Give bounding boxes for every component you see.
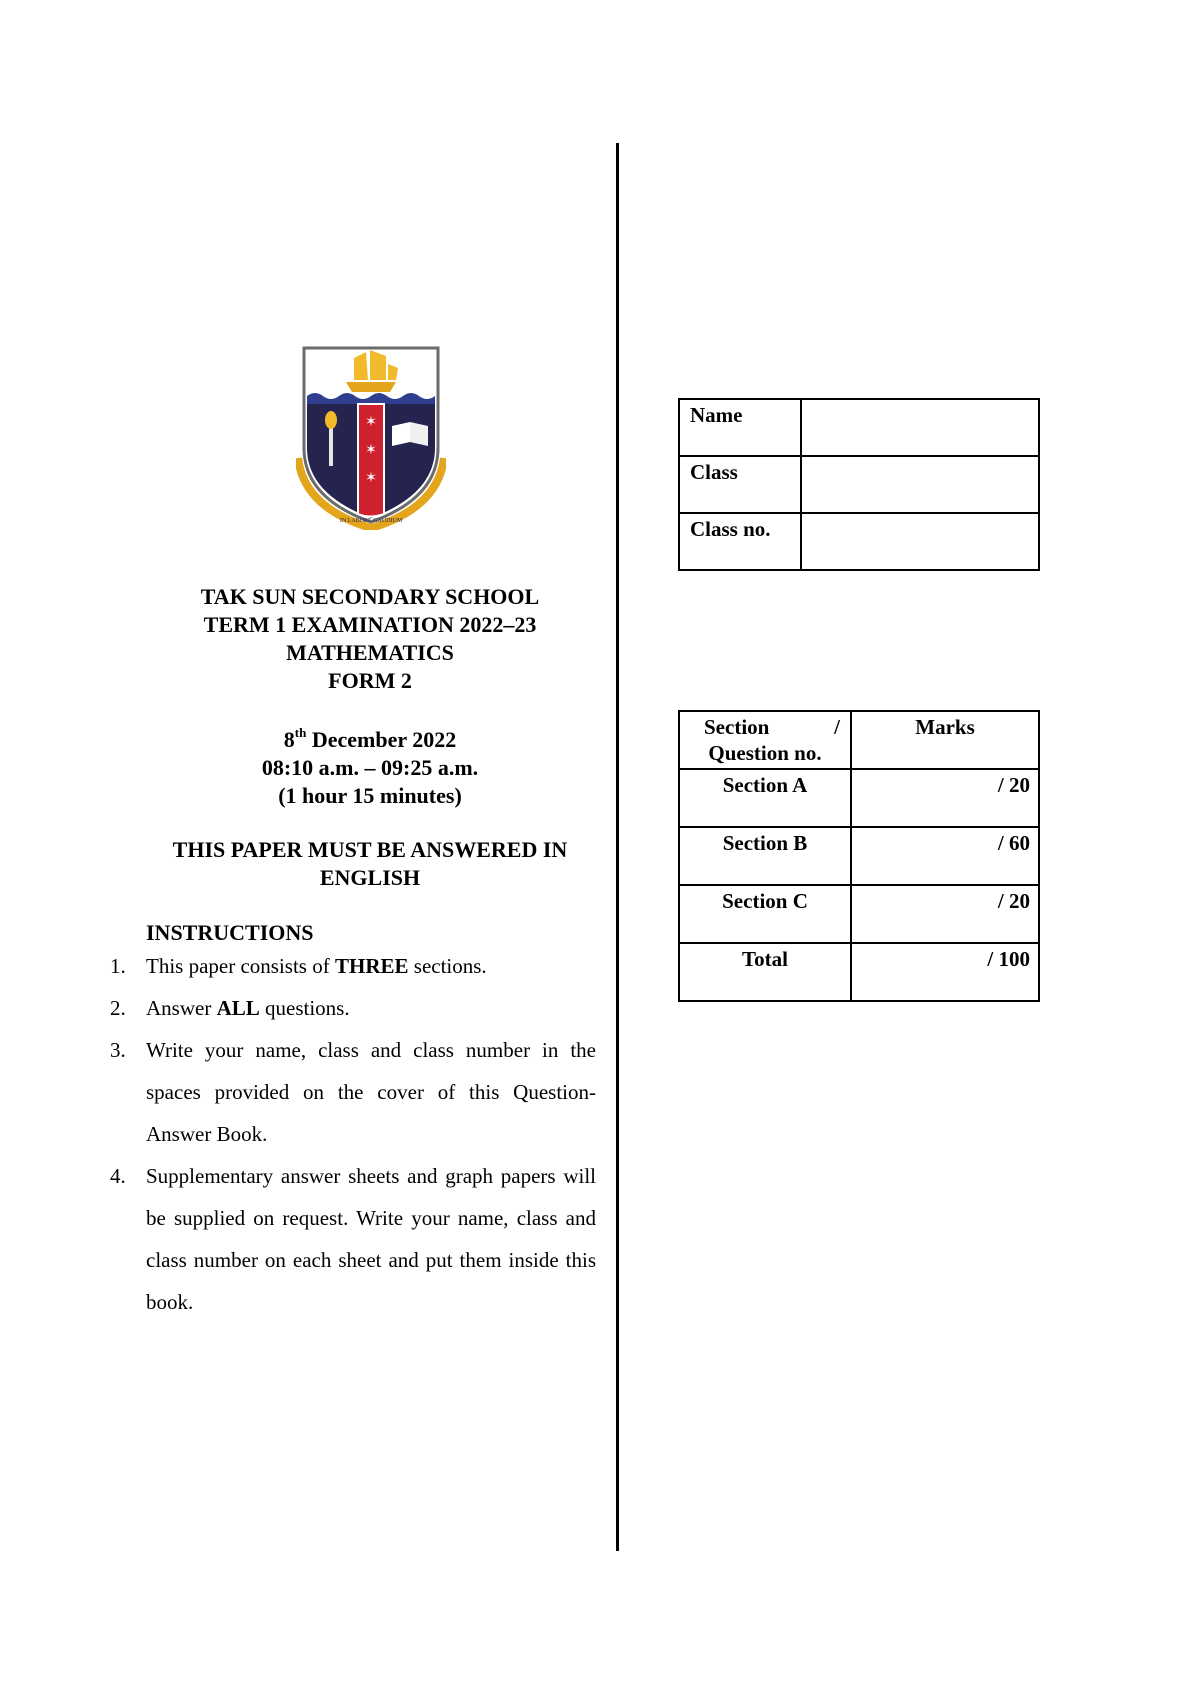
school-crest-logo: [296, 338, 446, 530]
exam-schedule: [130, 726, 610, 810]
instructions-list: [106, 945, 596, 1323]
table-row: [679, 769, 1039, 827]
table-row: [679, 827, 1039, 885]
section-label: Section B: [679, 827, 851, 885]
language-notice: THIS PAPER MUST BE ANSWERED IN ENGLISH: [172, 837, 568, 890]
class-no-label: Class no.: [679, 513, 801, 570]
svg-text:✶: ✶: [365, 414, 377, 430]
table-row: [679, 513, 1039, 570]
subject-name: MATHEMATICS: [286, 640, 454, 665]
section-label: Section C: [679, 885, 851, 943]
name-field[interactable]: [801, 399, 1039, 456]
exam-date: 8th December 2022: [283, 724, 457, 752]
section-label: Section A: [679, 769, 851, 827]
exam-time: 08:10 a.m. – 09:25 a.m.: [261, 755, 479, 780]
exam-duration: (1 hour 15 minutes): [278, 783, 462, 808]
crest-motto: IN LABORE GAUDIUM: [339, 518, 403, 524]
marks-cell[interactable]: / 20: [851, 885, 1039, 943]
marks-column-header: Marks: [851, 711, 1039, 769]
instruction-item: 3. Write your name, class and class number in the spaces provided on the cover of this Question-Answer Book.: [110, 1038, 596, 1146]
total-marks-cell[interactable]: / 100: [851, 943, 1039, 1001]
marks-cell[interactable]: / 20: [851, 769, 1039, 827]
exam-name: TERM 1 EXAMINATION 2022–23: [203, 612, 537, 637]
instructions-heading: INSTRUCTIONS: [146, 920, 314, 945]
total-label: Total: [679, 943, 851, 1001]
form-level: FORM 2: [328, 668, 412, 693]
name-label: Name: [679, 399, 801, 456]
instruction-item: 1. This paper consists of THREE sections.: [110, 954, 487, 978]
instruction-item: 2. Answer ALL questions.: [110, 996, 350, 1020]
instruction-item: 4. Supplementary answer sheets and graph papers will be supplied on request. Write your name, class and class number on each sheet and put them inside this book.: [110, 1164, 596, 1314]
marks-cell[interactable]: / 60: [851, 827, 1039, 885]
marks-table: [678, 710, 1040, 1002]
table-row: [679, 943, 1039, 1001]
table-row: [679, 456, 1039, 513]
student-info-table: [678, 398, 1040, 571]
section-column-header: Section / Question no.: [679, 711, 851, 769]
class-field[interactable]: [801, 456, 1039, 513]
class-label: Class: [679, 456, 801, 513]
exam-title-block: [130, 583, 610, 695]
svg-text:✶: ✶: [365, 442, 377, 458]
svg-text:✶: ✶: [365, 470, 377, 486]
table-row: [679, 885, 1039, 943]
table-row: [679, 399, 1039, 456]
table-header-row: [679, 711, 1039, 769]
column-divider: [616, 143, 619, 1551]
school-name: TAK SUN SECONDARY SCHOOL: [200, 584, 540, 609]
class-no-field[interactable]: [801, 513, 1039, 570]
